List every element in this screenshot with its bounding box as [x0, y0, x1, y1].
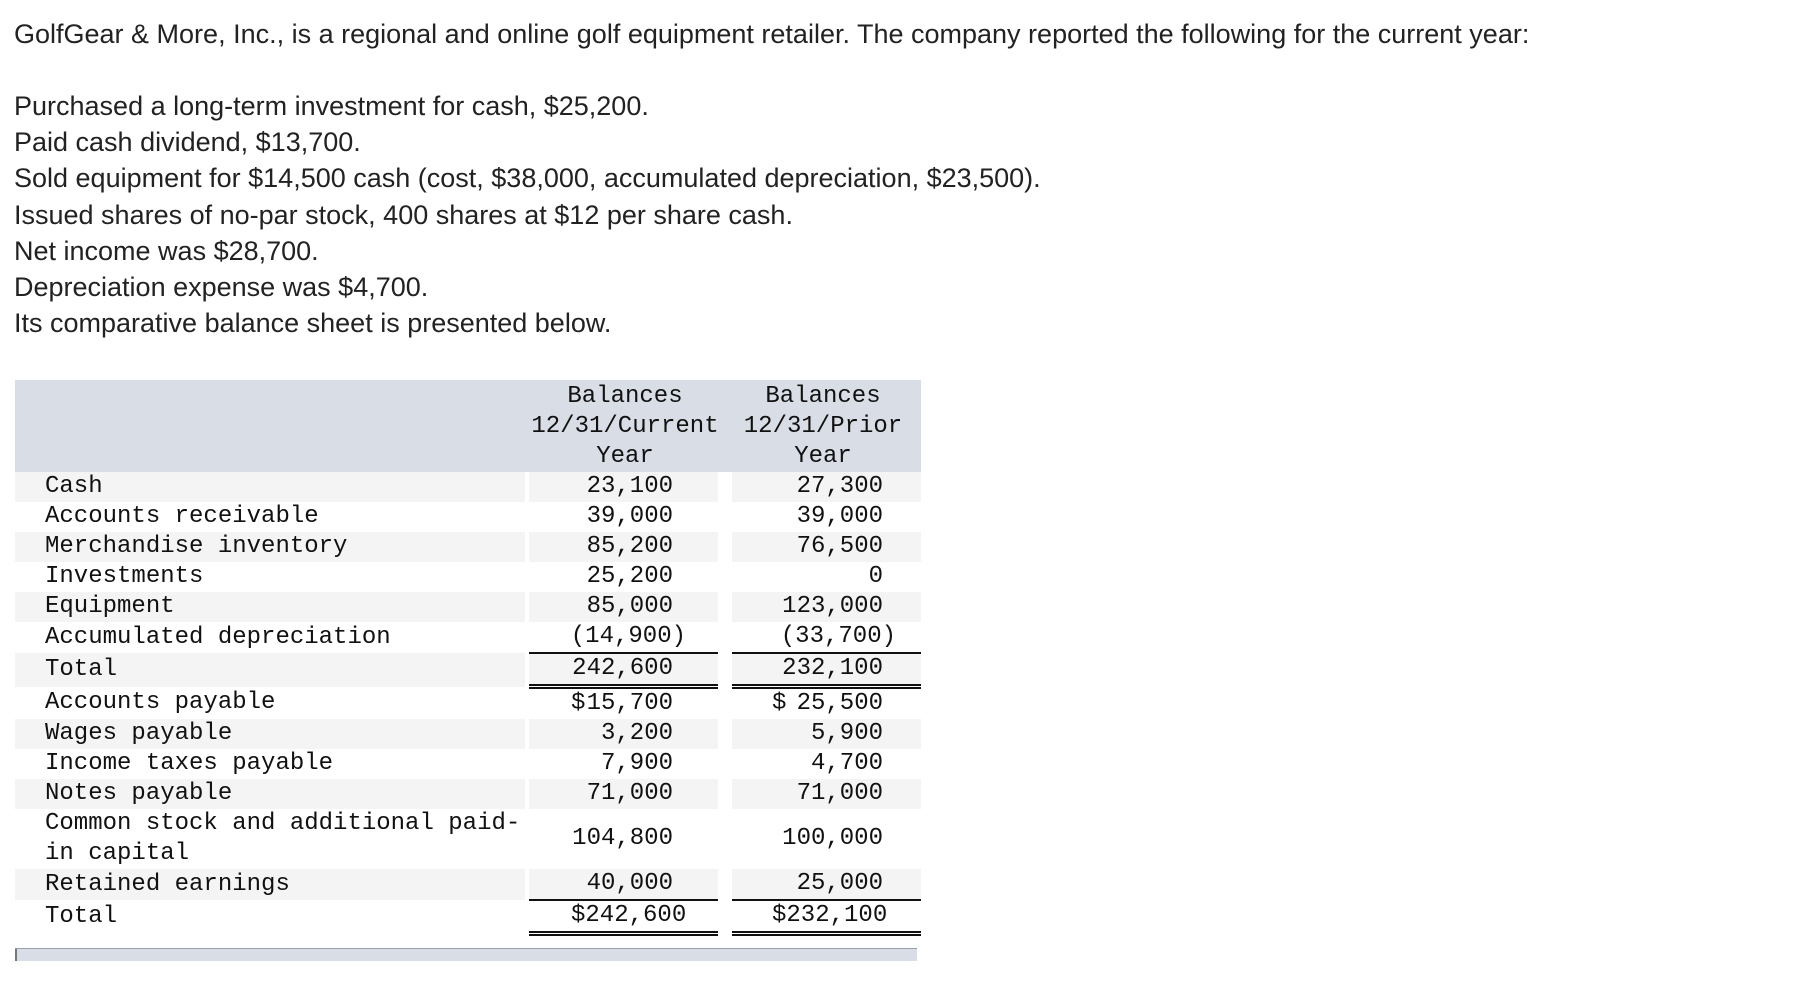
table-row — [15, 900, 921, 934]
accumulated-depreciation-prior: (33,700) — [725, 622, 921, 653]
table-row — [15, 719, 921, 749]
wages-payable-current: 3,200 — [525, 719, 725, 749]
row-label-equipment: Equipment — [15, 592, 525, 622]
table-row — [15, 592, 921, 622]
row-label-accounts-receivable: Accounts receivable — [45, 503, 319, 530]
row-label-accumulated-depreciation: Accumulated depreciation — [45, 623, 391, 651]
merchandise-inventory-prior: 76,500 — [725, 532, 921, 562]
dollar-sign: $ — [571, 690, 586, 717]
fact-cash-dividend: Paid cash dividend, $13,700. — [14, 127, 361, 158]
row-label-retained-earnings: Retained earnings — [15, 869, 525, 900]
footer-tick — [15, 949, 17, 961]
common-stock-prior: 100,000 — [782, 825, 883, 852]
header-current-line-1: Balances — [567, 383, 683, 410]
header-blank — [15, 380, 525, 472]
header-current-line-3: Year — [596, 443, 654, 470]
accounts-receivable-prior: 39,000 — [796, 503, 883, 530]
notes-payable-current: 71,000 — [525, 779, 725, 809]
fact-equipment-sale: Sold equipment for $14,500 cash (cost, $38,000, accumulated depreciation, $23,500). — [14, 163, 1041, 194]
notes-payable-prior: 71,000 — [725, 779, 921, 809]
fact-investment-purchase: Purchased a long-term investment for cash, $25,200. — [14, 91, 649, 121]
fact-stock-issuance: Issued shares of no-par stock, 400 shares at $12 per share cash. — [14, 199, 793, 230]
facts-list — [14, 88, 1041, 341]
table-footer-bar — [15, 948, 917, 961]
table-row — [15, 809, 921, 869]
row-label-total-liabilities-equity: Total — [45, 902, 118, 930]
total-assets-current: 242,600 — [525, 653, 725, 687]
merchandise-inventory-current: 85,200 — [525, 532, 725, 562]
row-label-notes-payable: Notes payable — [15, 779, 525, 809]
comparative-balance-sheet — [15, 380, 921, 936]
table-row — [15, 532, 921, 562]
header-prior-line-2: 12/31/Prior — [743, 413, 903, 440]
table-row — [15, 622, 921, 653]
equipment-prior: 123,000 — [725, 592, 921, 622]
row-label-common-stock: Common stock and additional paid-in capital — [45, 810, 521, 867]
row-label-merchandise-inventory: Merchandise inventory — [15, 532, 525, 562]
income-taxes-payable-current: 7,900 — [600, 750, 673, 777]
dollar-sign: $ — [772, 690, 787, 717]
row-label-wages-payable: Wages payable — [15, 719, 525, 749]
header-prior-line-1: Balances — [765, 383, 881, 410]
wages-payable-prior: 5,900 — [725, 719, 921, 749]
total-liabilities-equity-prior: $ 232,100 — [725, 900, 921, 934]
table-row — [15, 779, 921, 809]
row-label-investments: Investments — [45, 563, 204, 590]
table-row — [15, 472, 921, 502]
balance-sheet-table — [15, 380, 921, 936]
accounts-receivable-current: 39,000 — [586, 503, 673, 530]
accumulated-depreciation-current: (14,900) — [525, 622, 725, 653]
retained-earnings-prior: 25,000 — [725, 869, 921, 900]
problem-intro: GolfGear & More, Inc., is a regional and online golf equipment retailer. The company reported the following for the current year: — [14, 19, 1530, 49]
fact-net-income: Net income was $28,700. — [14, 235, 319, 266]
retained-earnings-current: 40,000 — [525, 869, 725, 900]
fact-depreciation: Depreciation expense was $4,700. — [14, 272, 429, 303]
dollar-sign: $ — [772, 902, 787, 929]
income-taxes-payable-prior: 4,700 — [810, 750, 883, 777]
fact-balance-sheet-intro: Its comparative balance sheet is presented below. — [14, 308, 612, 339]
total-liabilities-equity-current: $ 242,600 — [525, 900, 725, 934]
table-row — [15, 749, 921, 779]
total-assets-prior: 232,100 — [725, 653, 921, 687]
table-row — [15, 502, 921, 532]
header-current-line-2: 12/31/Current — [531, 413, 719, 440]
accounts-payable-prior: $ 25,500 — [772, 690, 883, 717]
investments-prior: 0 — [868, 563, 883, 590]
table-row — [15, 869, 921, 900]
investments-current: 25,200 — [586, 563, 673, 590]
cash-prior: 27,300 — [725, 472, 921, 502]
table-row — [15, 687, 921, 720]
header-current-year — [525, 380, 725, 472]
table-row — [15, 562, 921, 592]
row-label-income-taxes-payable: Income taxes payable — [45, 750, 334, 777]
header-prior-line-3: Year — [794, 443, 852, 470]
cash-current: 23,100 — [525, 472, 725, 502]
header-prior-year — [725, 380, 921, 472]
common-stock-current: 104,800 — [572, 825, 673, 852]
row-label-cash: Cash — [15, 472, 525, 502]
dollar-sign: $ — [571, 902, 586, 929]
row-label-total-assets: Total — [15, 653, 525, 687]
accounts-payable-current: $ 15,700 — [571, 690, 673, 717]
equipment-current: 85,000 — [525, 592, 725, 622]
table-row — [15, 653, 921, 687]
row-label-accounts-payable: Accounts payable — [45, 688, 276, 716]
table-header-row — [15, 380, 921, 472]
